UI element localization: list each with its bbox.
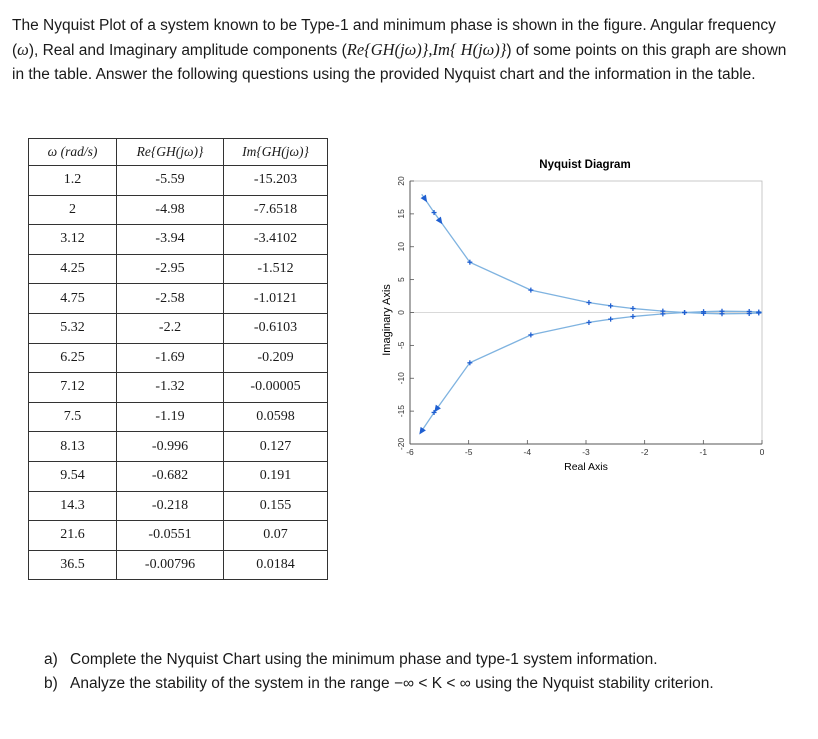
data-point-marker bbox=[630, 306, 635, 311]
real-cell: -0.682 bbox=[117, 461, 224, 491]
data-point-marker bbox=[608, 303, 613, 308]
x-axis-label: Real Axis bbox=[564, 461, 608, 473]
table-row bbox=[29, 432, 328, 462]
omega-cell: 7.12 bbox=[29, 373, 117, 403]
upper-nyquist-branch bbox=[422, 194, 762, 314]
imag-cell: -1.512 bbox=[224, 254, 328, 284]
intro-text-3: ) of some points on this graph are shown in the table. Answer the following questions using the provided Nyquist chart and the information in the table. bbox=[12, 42, 787, 83]
y-tick-label: -10 bbox=[396, 372, 406, 385]
omega-cell: 1.2 bbox=[29, 166, 117, 196]
y-tick-label: 5 bbox=[396, 277, 406, 282]
x-tick-label: -4 bbox=[523, 447, 532, 457]
omega-cell: 4.25 bbox=[29, 254, 117, 284]
question-a-text: Complete the Nyquist Chart using the minimum phase and type-1 system information. bbox=[70, 651, 658, 668]
data-point-marker bbox=[586, 320, 591, 325]
table-row bbox=[29, 225, 328, 255]
imag-cell: -3.4102 bbox=[224, 225, 328, 255]
header-imag: Im{GH(jω)} bbox=[224, 139, 328, 166]
header-omega: ω (rad/s) bbox=[29, 139, 117, 166]
omega-cell: 2 bbox=[29, 195, 117, 225]
table-row bbox=[29, 402, 328, 432]
header-real: Re{GH(jω)} bbox=[117, 139, 224, 166]
real-cell: -0.0551 bbox=[117, 521, 224, 551]
intro-text-2: ), Real and Imaginary amplitude components ( bbox=[28, 42, 347, 59]
table-row bbox=[29, 491, 328, 521]
table-row bbox=[29, 195, 328, 225]
real-cell: -1.69 bbox=[117, 343, 224, 373]
x-tick-label: -3 bbox=[582, 447, 590, 457]
question-b bbox=[44, 672, 804, 696]
table-row bbox=[29, 373, 328, 403]
imag-cell: -0.209 bbox=[224, 343, 328, 373]
re-im-expression: Re{GH(jω)},Im{ H(jω)} bbox=[346, 40, 507, 59]
imag-cell: -0.00005 bbox=[224, 373, 328, 403]
lower-nyquist-branch bbox=[422, 311, 762, 431]
omega-cell: 9.54 bbox=[29, 461, 117, 491]
y-tick-label: 15 bbox=[396, 209, 406, 219]
real-cell: -0.00796 bbox=[117, 550, 224, 580]
table-row bbox=[29, 166, 328, 196]
nyquist-chart bbox=[360, 150, 770, 480]
omega-cell: 36.5 bbox=[29, 550, 117, 580]
real-cell: -1.19 bbox=[117, 402, 224, 432]
y-tick-label: -5 bbox=[396, 341, 406, 350]
imag-cell: -0.6103 bbox=[224, 313, 328, 343]
imag-cell: -15.203 bbox=[224, 166, 328, 196]
real-cell: -0.996 bbox=[117, 432, 224, 462]
data-point-marker bbox=[682, 310, 687, 315]
omega-cell: 4.75 bbox=[29, 284, 117, 314]
question-a bbox=[44, 648, 804, 672]
table-row bbox=[29, 284, 328, 314]
imag-cell: 0.155 bbox=[224, 491, 328, 521]
direction-arrow bbox=[419, 427, 426, 435]
real-cell: -5.59 bbox=[117, 166, 224, 196]
imag-cell: 0.07 bbox=[224, 521, 328, 551]
data-point-marker bbox=[608, 317, 613, 322]
question-b-text: Analyze the stability of the system in the range −∞ < K < ∞ using the Nyquist stability criterion. bbox=[70, 675, 714, 692]
problem-statement bbox=[12, 14, 792, 87]
table-row bbox=[29, 550, 328, 580]
real-cell: -4.98 bbox=[117, 195, 224, 225]
frequency-response-table bbox=[28, 138, 328, 580]
y-tick-label: -15 bbox=[396, 404, 406, 418]
table-row bbox=[29, 343, 328, 373]
question-b-label: b) bbox=[44, 675, 58, 692]
imag-cell: 0.127 bbox=[224, 432, 328, 462]
intro-text-1: The Nyquist Plot of a system known to be Type-1 and minimum phase is shown in the figure. Angular frequency ( bbox=[12, 17, 776, 59]
data-point-marker bbox=[528, 288, 533, 293]
omega-cell: 3.12 bbox=[29, 225, 117, 255]
direction-arrow bbox=[421, 195, 428, 203]
real-cell: -2.95 bbox=[117, 254, 224, 284]
data-point-marker bbox=[630, 314, 635, 319]
omega-cell: 5.32 bbox=[29, 313, 117, 343]
table-row bbox=[29, 461, 328, 491]
question-a-label: a) bbox=[44, 651, 58, 668]
y-tick-label: 10 bbox=[396, 242, 406, 252]
omega-symbol: ω bbox=[17, 40, 29, 59]
imag-cell: -7.6518 bbox=[224, 195, 328, 225]
chart-title: Nyquist Diagram bbox=[539, 159, 631, 171]
questions bbox=[44, 648, 804, 696]
table-row bbox=[29, 254, 328, 284]
real-cell: -2.58 bbox=[117, 284, 224, 314]
y-tick-label: 0 bbox=[396, 310, 406, 315]
omega-cell: 8.13 bbox=[29, 432, 117, 462]
x-tick-label: -1 bbox=[699, 447, 708, 457]
data-point-marker bbox=[719, 309, 724, 314]
y-axis-label: Imaginary Axis bbox=[381, 284, 393, 356]
imag-cell: 0.0184 bbox=[224, 550, 328, 580]
omega-cell: 6.25 bbox=[29, 343, 117, 373]
real-cell: -3.94 bbox=[117, 225, 224, 255]
table-row bbox=[29, 313, 328, 343]
direction-arrow bbox=[434, 405, 441, 413]
data-point-marker bbox=[756, 310, 761, 315]
table-row bbox=[29, 521, 328, 551]
real-cell: -2.2 bbox=[117, 313, 224, 343]
y-tick-label: -20 bbox=[396, 437, 406, 451]
table-header-row bbox=[29, 139, 328, 166]
x-tick-label: -6 bbox=[406, 447, 414, 457]
omega-cell: 14.3 bbox=[29, 491, 117, 521]
imag-cell: 0.191 bbox=[224, 461, 328, 491]
omega-cell: 7.5 bbox=[29, 402, 117, 432]
y-tick-label: 20 bbox=[396, 176, 406, 186]
imag-cell: -1.0121 bbox=[224, 284, 328, 314]
x-tick-label: -2 bbox=[640, 447, 649, 457]
real-cell: -1.32 bbox=[117, 373, 224, 403]
data-point-marker bbox=[528, 332, 533, 337]
imag-cell: 0.0598 bbox=[224, 402, 328, 432]
x-tick-label: -5 bbox=[464, 447, 473, 457]
real-cell: -0.218 bbox=[117, 491, 224, 521]
omega-cell: 21.6 bbox=[29, 521, 117, 551]
direction-arrow bbox=[436, 217, 443, 225]
data-point-marker bbox=[586, 300, 591, 305]
x-tick-label: 0 bbox=[759, 447, 765, 457]
